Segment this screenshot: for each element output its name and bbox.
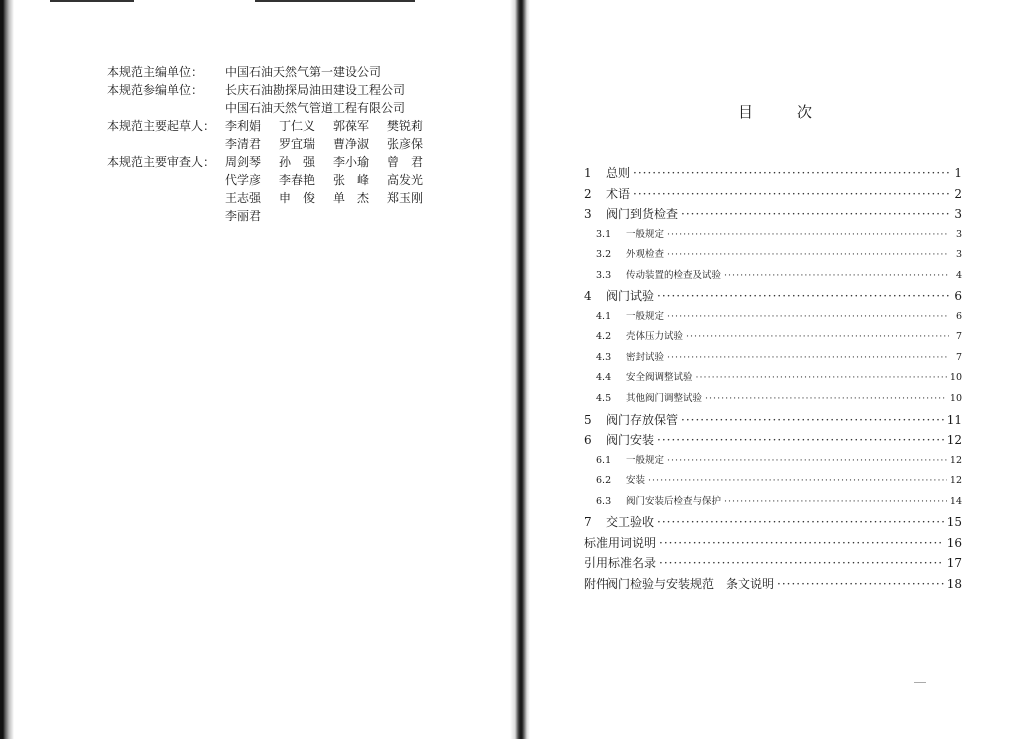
toc-dot-leader (686, 327, 949, 348)
book-spine (510, 0, 530, 739)
toc-entry (584, 204, 962, 225)
toc-number: 附件 (584, 576, 609, 591)
toc-dot-leader (657, 286, 949, 307)
toc-entry (584, 327, 962, 348)
toc-dot-leader (657, 512, 944, 533)
toc-title-text: 阀门安装后检查与保护 (626, 495, 722, 507)
toc-dot-leader (659, 553, 944, 574)
toc-entry (584, 184, 962, 205)
toc-number: 4.5 (596, 393, 612, 405)
person-name: 李小瑜 (333, 155, 370, 169)
toc-dot-leader (659, 533, 944, 554)
toc-page-number: 17 (946, 556, 962, 571)
toc-entry (584, 553, 962, 574)
credit-value (225, 117, 441, 135)
toc-entry (584, 430, 962, 451)
credit-row (107, 153, 441, 171)
toc-entry (584, 574, 962, 595)
credit-row (107, 117, 441, 135)
toc-title-text: 一般规定 (626, 310, 665, 322)
toc-number: 4.4 (596, 372, 612, 384)
toc-title-text: 外观检查 (626, 249, 665, 261)
credit-value (225, 135, 441, 153)
credit-value: 长庆石油勘探局油田建设工程公司 (225, 83, 406, 97)
toc-number: 6.3 (596, 495, 612, 507)
toc-page-number: 7 (955, 331, 962, 343)
credits-block (107, 63, 441, 225)
toc-entry (584, 368, 962, 389)
toc-page-number: 11 (946, 412, 962, 427)
person-name: 曹净淑 (333, 137, 370, 151)
person-name: 李清君 (225, 137, 262, 151)
toc-dot-leader (696, 368, 947, 389)
toc-title-text: 标准用词说明 (584, 535, 657, 550)
toc-title-text: 传动装置的检查及试验 (626, 269, 722, 281)
person-name: 单 杰 (333, 191, 370, 205)
toc-dot-leader (667, 348, 949, 369)
credit-value (225, 171, 441, 189)
toc-dot-leader (648, 471, 947, 492)
credit-value (225, 153, 441, 171)
toc-number: 3 (584, 207, 592, 222)
toc-dot-leader (633, 163, 949, 184)
toc-number: 2 (584, 186, 592, 201)
toc-dot-leader (667, 307, 949, 328)
credit-value (225, 207, 279, 225)
toc-title-text: 壳体压力试验 (626, 331, 684, 343)
toc-page-number: 15 (946, 515, 962, 530)
toc-page-number: 16 (946, 535, 962, 550)
toc-title-text: 总则 (606, 166, 631, 180)
toc-number: 5 (584, 412, 592, 427)
credit-row (107, 189, 441, 207)
toc-number: 4 (584, 289, 592, 304)
person-name: 张彦保 (387, 137, 424, 151)
person-name: 郭葆军 (333, 119, 370, 133)
toc-title-text: 阀门检验与安装规范 条文说明 (606, 576, 775, 591)
credit-label (107, 171, 225, 189)
toc-page-number: 14 (949, 495, 962, 507)
toc-entry (584, 410, 962, 431)
person-name: 王志强 (225, 191, 262, 205)
person-name: 张 峰 (333, 173, 370, 187)
credit-value (225, 189, 441, 207)
credit-label (107, 135, 225, 153)
toc-entry (584, 225, 962, 246)
top-rule-left (50, 0, 134, 2)
person-name: 申 俊 (279, 191, 316, 205)
toc-dot-leader (681, 410, 944, 431)
toc-title-text: 一般规定 (626, 454, 665, 466)
toc-title-text: 阀门安装 (606, 433, 655, 448)
toc-entry (584, 348, 962, 369)
toc-page-number: 3 (955, 249, 962, 261)
person-name: 李春艳 (279, 173, 316, 187)
credit-value: 中国石油天然气管道工程有限公司 (225, 101, 406, 115)
credit-label (107, 99, 225, 117)
toc-title-text: 密封试验 (626, 351, 665, 363)
toc-dot-leader (705, 389, 947, 410)
toc-page-number: 3 (954, 207, 962, 222)
toc-entry (584, 492, 962, 513)
toc-page-number: 4 (955, 269, 962, 281)
toc-page-number: 12 (946, 433, 962, 448)
toc-title-text: 阀门存放保管 (606, 412, 679, 427)
toc-title-text: 术语 (606, 186, 631, 201)
toc-number: 6.1 (596, 454, 612, 466)
toc-number: 3.2 (596, 249, 612, 261)
toc-page-number: 12 (949, 475, 962, 487)
table-of-contents (584, 163, 962, 594)
toc-entry (584, 163, 962, 184)
toc-title-text: 其他阀门调整试验 (626, 393, 703, 405)
toc-title: 目次 (738, 103, 857, 121)
person-name: 孙 强 (279, 155, 316, 169)
credit-row (107, 81, 441, 99)
toc-entry (584, 286, 962, 307)
toc-entry (584, 245, 962, 266)
person-name: 罗宜瑞 (279, 137, 316, 151)
toc-dot-leader (667, 245, 949, 266)
person-name: 李丽君 (225, 209, 262, 223)
person-name: 郑玉刚 (387, 191, 424, 205)
person-name: 周剑琴 (225, 155, 262, 169)
toc-entry (584, 266, 962, 287)
person-name: 樊锐莉 (387, 119, 424, 133)
toc-title-text: 安装 (626, 475, 646, 487)
toc-title-text: 安全阀调整试验 (626, 372, 693, 384)
toc-number: 4.1 (596, 310, 612, 322)
credit-label: 本规范主要起草人： (107, 119, 216, 133)
toc-title-text: 一般规定 (626, 228, 665, 240)
toc-page-number: 7 (955, 351, 962, 363)
toc-entry (584, 533, 962, 554)
person-name: 代学彦 (225, 173, 262, 187)
toc-entry (584, 307, 962, 328)
toc-entry (584, 471, 962, 492)
credit-label (107, 207, 225, 225)
toc-page-number: 10 (949, 393, 962, 405)
toc-page-number: 1 (954, 166, 962, 180)
toc-number: 7 (584, 515, 592, 530)
toc-dot-leader (657, 430, 944, 451)
toc-dot-leader (777, 574, 944, 595)
toc-entry (584, 451, 962, 472)
credit-label: 本规范主要审查人： (107, 155, 216, 169)
toc-number: 3.1 (596, 228, 612, 240)
toc-dot-leader (667, 451, 947, 472)
credit-value: 中国石油天然气第一建设公司 (225, 65, 382, 79)
credit-row (107, 99, 441, 117)
toc-title-text: 交工验收 (606, 515, 655, 530)
toc-dot-leader (667, 225, 949, 246)
toc-number: 1 (584, 166, 592, 180)
toc-page-number: 10 (949, 372, 962, 384)
toc-title-text: 阀门试验 (606, 289, 655, 304)
toc-number: 6 (584, 433, 592, 448)
toc-page-number: 2 (954, 186, 962, 201)
toc-entry (584, 512, 962, 533)
person-name: 高发光 (387, 173, 424, 187)
credit-row (107, 63, 441, 81)
credit-row (107, 207, 441, 225)
toc-dot-leader (724, 266, 949, 287)
toc-page-number: 18 (946, 576, 962, 591)
top-rule-center (255, 0, 415, 2)
person-name: 丁仁义 (279, 119, 316, 133)
person-name: 李利娟 (225, 119, 262, 133)
toc-dot-leader (681, 204, 949, 225)
credit-label: 本规范主编单位： (107, 65, 204, 79)
scan-mark (914, 682, 926, 683)
toc-number: 6.2 (596, 475, 612, 487)
toc-entry (584, 389, 962, 410)
toc-dot-leader (724, 492, 947, 513)
credit-label (107, 189, 225, 207)
toc-number: 3.3 (596, 269, 612, 281)
toc-page-number: 6 (955, 310, 962, 322)
toc-title-text: 阀门到货检查 (606, 207, 679, 222)
toc-page-number: 6 (954, 289, 962, 304)
toc-number: 4.2 (596, 331, 612, 343)
toc-page-number: 12 (949, 454, 962, 466)
person-name: 曾 君 (387, 155, 424, 169)
toc-dot-leader (633, 184, 949, 205)
toc-page-number: 3 (955, 228, 962, 240)
toc-title-text: 引用标准名录 (584, 556, 657, 571)
toc-number: 4.3 (596, 351, 612, 363)
scan-edge-left (0, 0, 14, 739)
credit-label: 本规范参编单位： (107, 83, 204, 97)
credit-row (107, 171, 441, 189)
credit-row (107, 135, 441, 153)
